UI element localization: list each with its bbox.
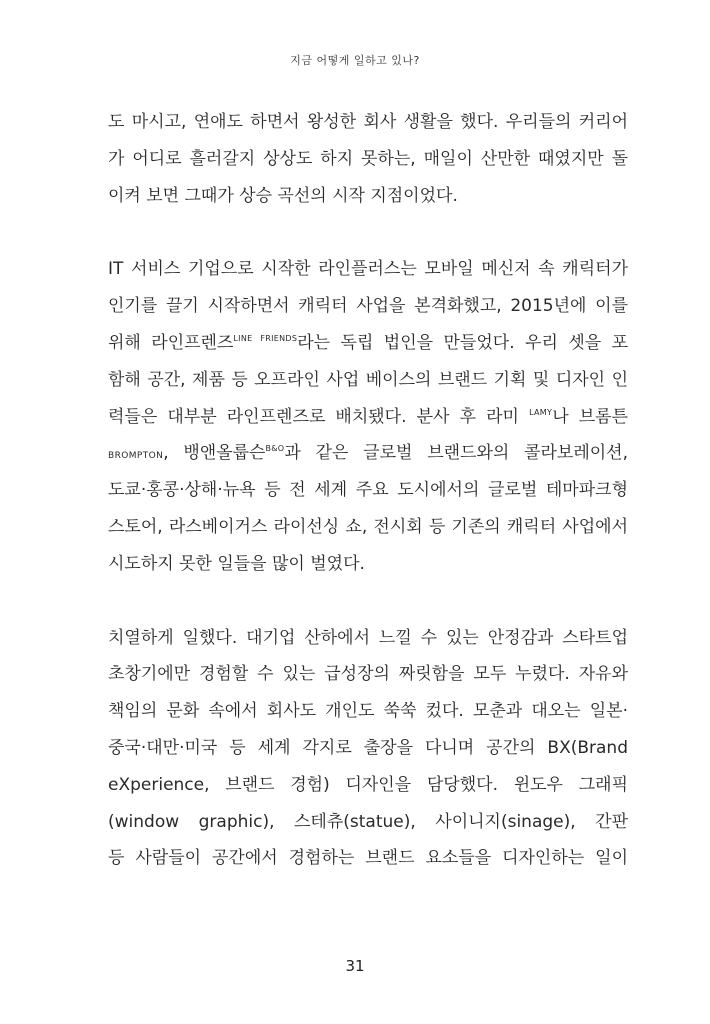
text-line: 인기를 끌기 시작하면서 캐릭터 사업을 본격화했고, 2015년에 이를 xyxy=(108,296,628,317)
text-segment: 과 같은 글로벌 브랜드와의 콜라보레이션, xyxy=(284,443,628,464)
text-segment: 위해 라인프렌즈 xyxy=(108,332,234,353)
text-line: 초창기에만 경험할 수 있는 급성장의 짜릿함을 모두 누렸다. 자유와 xyxy=(108,664,628,685)
text-segment: 나 브롬튼 xyxy=(552,406,629,427)
paragraph-gap xyxy=(108,583,628,620)
text-line: 시도하지 못한 일들을 많이 벌였다. xyxy=(108,553,365,574)
text-line: 스토어, 라스베이거스 라이선싱 쇼, 전시회 등 기존의 캐릭터 사업에서 xyxy=(108,516,628,537)
inline-annotation: BROMPTON xyxy=(108,451,164,462)
body-text xyxy=(108,104,628,877)
text-line: 도 마시고, 연애도 하면서 왕성한 회사 생활을 했다. 우리들의 커리어 xyxy=(108,112,628,132)
running-header-title: 지금 어떻게 일하고 있나? xyxy=(290,54,420,67)
text-segment: , 뱅앤올룹슨 xyxy=(163,443,266,464)
superscript-annotation: B&O xyxy=(265,444,285,454)
superscript-annotation: LINE FRIENDS xyxy=(233,333,298,343)
text-line: 중국·대만·미국 등 세계 각지로 출장을 다니며 공간의 BX(Brand xyxy=(108,737,628,758)
text-line: 치열하게 일했다. 대기업 산하에서 느낄 수 있는 안정감과 스타트업 xyxy=(108,627,628,648)
text-line: IT 서비스 기업으로 시작한 라인플러스는 모바일 메신저 속 캐릭터가 xyxy=(108,259,628,280)
text-line-with-annotation xyxy=(108,399,628,436)
page-number: 31 xyxy=(345,957,365,975)
text-line: 책임의 문화 속에서 회사도 개인도 쑥쑥 컸다. 모춘과 대오는 일본· xyxy=(108,701,628,722)
text-line: 가 어디로 흘러갈지 상상도 하지 못하는, 매일이 산만한 때였지만 돌 xyxy=(108,148,628,169)
text-line: 함해 공간, 제품 등 오프라인 사업 베이스의 브랜드 기획 및 디자인 인 xyxy=(108,369,628,390)
text-line: eXperience, 브랜드 경험) 디자인을 담당했다. 윈도우 그래픽 xyxy=(108,774,628,795)
text-line-with-annotation xyxy=(108,435,628,472)
text-line: (window graphic), 스테츄(statue), 사이니지(sinage), 간판 xyxy=(108,811,628,832)
text-segment: 라는 독립 법인을 만들었다. 우리 셋을 포 xyxy=(297,332,629,353)
text-line-with-annotation xyxy=(108,325,628,362)
text-line: 도쿄·홍콩·상해·뉴욕 등 전 세계 주요 도시에서의 글로벌 테마파크형 xyxy=(108,480,628,501)
text-segment: 력들은 대부분 라인프렌즈로 배치됐다. 분사 후 라미 xyxy=(108,406,519,427)
text-line: 등 사람들이 공간에서 경험하는 브랜드 요소들을 디자인하는 일이 xyxy=(108,848,628,869)
paragraph-gap xyxy=(108,214,628,251)
superscript-annotation: LAMY xyxy=(529,407,553,417)
text-line: 이켜 보면 그때가 상승 곡선의 시작 지점이었다. xyxy=(108,185,458,206)
